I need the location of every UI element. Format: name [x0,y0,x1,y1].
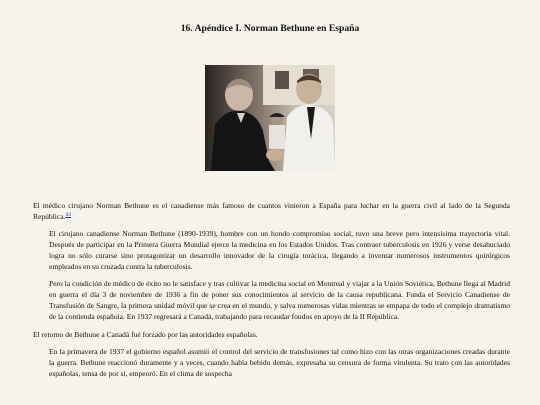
photo-bethune-handshake [205,65,335,171]
footnote-link[interactable]: 43 [65,211,71,218]
paragraph-quote-2: Pero la condición de médico de éxito no le satisface y tras cultivar la medicina social en Montreal y viajar a la Unión Soviética, Bethune llega al Madrid en guerra el día 3 de noviembre de 1936 a fin de poner sus conocimientos al servicio de la causa republicana. Funda el Servicio Canadiense de Transfusión de Sangre, la primera unidad móvil que se crea en el mundo, y salva numerosas vidas mientras se empapa de todo el complejo dramatismo de la contienda española. En 1937 regresará a Canadá, trabajando para recaudar fondos en apoyo de la II República. [49,279,510,322]
article-body [33,201,510,386]
page-title: 16. Apéndice I. Norman Bethune en España [180,23,360,34]
paragraph-quote-1: El cirujano canadiense Norman Bethune (1890-1939), hombre con un hondo compromiso social, tuvo una breve pero intensísima trayectoria vital. Después de participar en la Primera Guerra Mundial ejerce la medicina en los Estados Unidos. Tras contraer tuberculosis en 1926 y verse desahuciado logra no sólo curarse sino protagonizar un desarrollo innovador de la cirugía torácica, llegando a inventar numerosos instrumentos quirúrgicos empleados en su cruzada contra la tuberculosis. [49,229,510,272]
paragraph-intro: El médico cirujano Norman Bethune es el canadiense más famoso de cuantos vinieron a España para luchar en la guerra civil al lado de la Segunda República.$^{43}$ [33,201,510,221]
paragraph-return: El retorno de Bethune a Canadá fué forzado por las autoridades españolas. [33,329,258,339]
paragraph-quote-3: En la primavera de 1937 el gobierno español asumió el control del servicio de transfusiones tal como hizo con las otras organizaciones creadas durante la guerra. Bethune reaccionó duramente y a veces, cuando había bebido demás, expresaba su censura de forma virulenta. Su trato con las autoridades españolas, tensa de por sí, empeoró. En el clima de sospecha [49,346,510,378]
